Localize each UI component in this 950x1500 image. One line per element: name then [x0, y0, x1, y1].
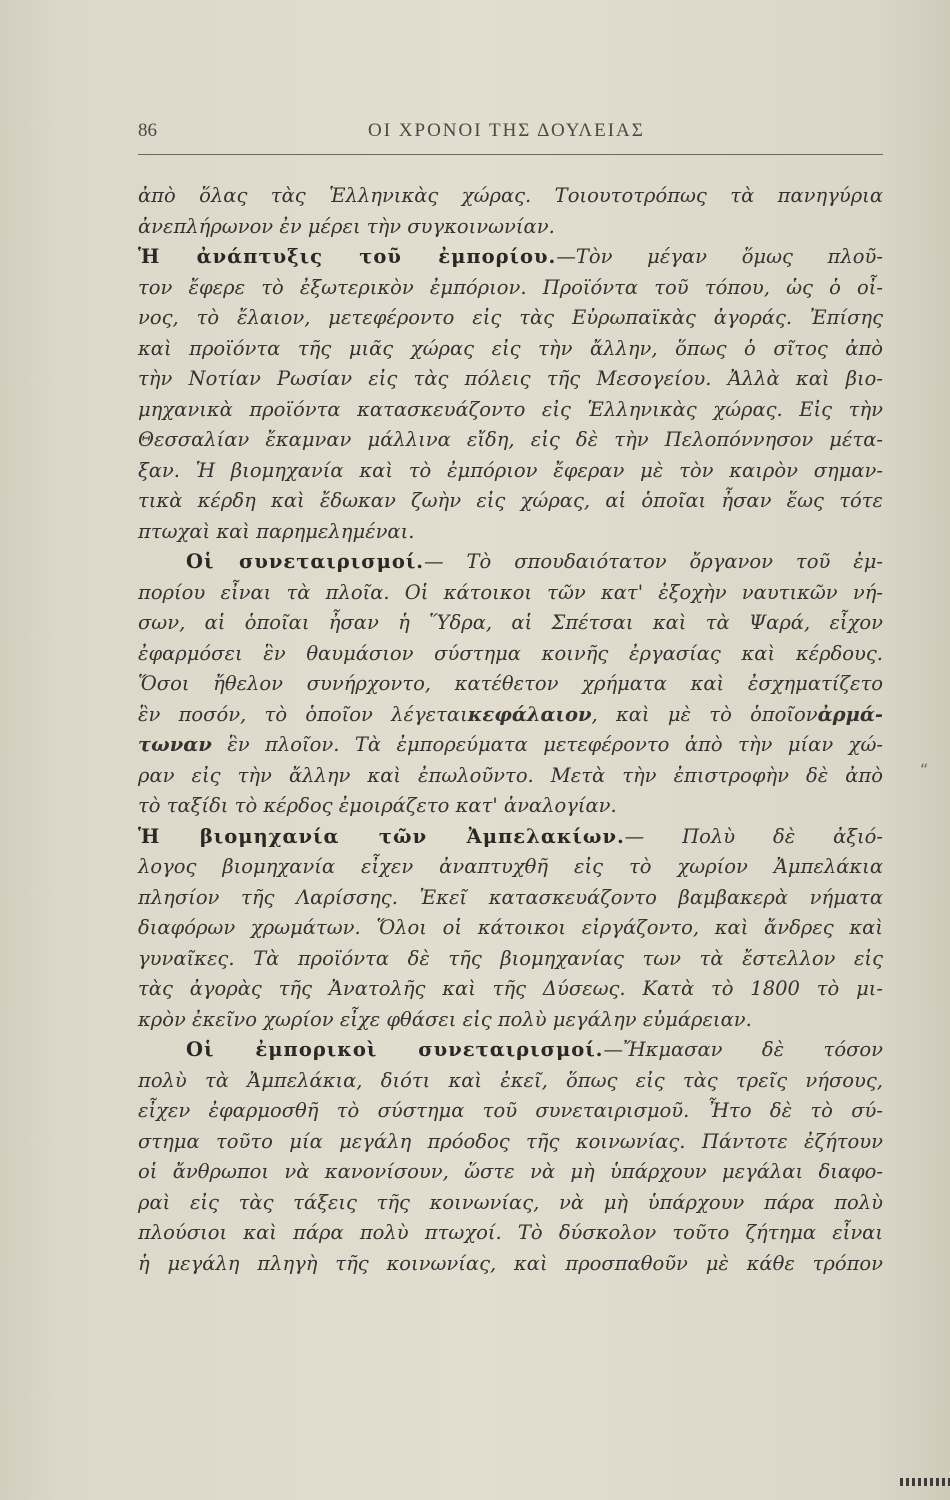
text-line — [138, 608, 883, 639]
margin-mark: “ — [920, 760, 929, 779]
text-span: τὰς ἀγορὰς τῆς Ἀνατολῆς καὶ τῆς Δύσεως. Κατὰ τὸ 1800 τὸ μι- — [138, 977, 883, 1000]
text-span: πτωχαὶ καὶ παρημελημέναι. — [138, 519, 415, 543]
text-line — [138, 486, 883, 517]
text-span: νος, τὸ ἔλαιον, μετεφέροντο εἰς τὰς Εὐρωπαϊκὰς ἀγοράς. Ἐπίσης — [138, 306, 883, 329]
emphasis-term: ἀρμά- — [817, 702, 883, 726]
text-span: εἶχεν ἐφαρμοσθῆ τὸ σύστημα τοῦ συνεταιρισμοῦ. Ἦτο δὲ τὸ σύ- — [138, 1099, 883, 1122]
text-line — [138, 1157, 883, 1188]
text-line — [138, 883, 883, 914]
text-span: τὸ ταξίδι τὸ κέρδος ἐμοιράζετο κατ' ἀναλογίαν. — [138, 794, 617, 817]
text-line — [138, 852, 883, 883]
text-span: σων, αἱ ὁποῖαι ἦσαν ἡ Ὕδρα, αἱ Σπέτσαι καὶ τὰ Ψαρά, εἶχον — [138, 611, 883, 634]
text-line — [138, 578, 883, 609]
text-span: καὶ προϊόντα τῆς μιᾶς χώρας εἰς τὴν ἄλλην, ὅπως ὁ σῖτος ἀπὸ — [138, 336, 883, 360]
page-number: 86 — [138, 120, 157, 141]
text-line — [138, 1005, 883, 1036]
emphasis-term: τωναν — [138, 733, 212, 756]
text-line — [138, 334, 883, 365]
text-line — [138, 395, 883, 426]
text-span: ἐφαρμόσει ἓν θαυμάσιον σύστημα κοινῆς ἐργασίας καὶ κέρδους. — [138, 641, 883, 665]
text-span: τὴν Νοτίαν Ρωσίαν εἰς τὰς πόλεις τῆς Μεσογείου. Ἀλλὰ καὶ βιο- — [138, 367, 883, 390]
text-line — [138, 1218, 883, 1249]
text-line — [138, 273, 883, 304]
page-corner-mark — [900, 1478, 950, 1486]
text-span: κρὸν ἐκεῖνο χωρίον εἶχε φθάσει εἰς πολὺ μεγάλην εὐμάρειαν. — [138, 1007, 752, 1031]
text-line — [138, 791, 883, 822]
text-line — [138, 364, 883, 395]
text-line — [138, 242, 883, 273]
text-span: , καὶ μὲ τὸ ὁποῖον — [591, 702, 818, 726]
text-line — [138, 761, 883, 792]
text-span: —Ἤκμασαν δὲ τόσον — [603, 1038, 883, 1061]
section-heading: Οἱ συνεταιρισμοί. — [186, 550, 425, 573]
text-span: Ὅσοι ἤθελον συνήρχοντο, κατέθετον χρήματα καὶ ἐσχηματίζετο — [138, 672, 883, 695]
text-span: στημα τοῦτο μία μεγάλη πρόοδος τῆς κοινωνίας. Πάντοτε ἐζήτουν — [138, 1129, 883, 1153]
text-line — [138, 730, 883, 761]
emphasis-term: κεφάλαιον — [467, 702, 592, 726]
text-span: τικὰ κέρδη καὶ ἔδωκαν ζωὴν εἰς χώρας, αἱ ὁποῖαι ἦσαν ἕως τότε — [138, 489, 883, 512]
section-heading: Ἡ ἀνάπτυξις τοῦ ἐμπορίου. — [138, 245, 557, 268]
text-span: — Πολὺ δὲ ἀξιό- — [624, 824, 883, 848]
text-line — [138, 1096, 883, 1127]
page-header — [138, 120, 880, 148]
text-line — [138, 1188, 883, 1219]
text-line — [138, 944, 883, 975]
text-span: ἡ μεγάλη πληγὴ τῆς κοινωνίας, καὶ προσπαθοῦν μὲ κάθε τρόπον — [138, 1251, 883, 1275]
text-span: ἀπὸ ὅλας τὰς Ἑλληνικὰς χώρας. Τοιουτοτρόπως τὰ πανηγύρια — [138, 184, 883, 207]
section-heading: Ἡ βιομηχανία τῶν Ἀμπελακίων. — [138, 824, 625, 848]
text-span: ἀνεπλήρωνον ἐν μέρει τὴν συγκοινωνίαν. — [138, 214, 555, 238]
text-span: διαφόρων χρωμάτων. Ὅλοι οἱ κάτοικοι εἰργάζοντο, καὶ ἄνδρες καὶ — [138, 916, 883, 939]
text-span: οἱ ἄνθρωποι νὰ κανονίσουν, ὥστε νὰ μὴ ὑπάρχουν μεγάλαι διαφο- — [138, 1160, 883, 1183]
text-line — [138, 303, 883, 334]
text-span: μηχανικὰ προϊόντα κατασκευάζοντο εἰς Ἑλληνικὰς χώρας. Εἰς τὴν — [138, 397, 883, 421]
text-line — [138, 181, 883, 212]
text-line — [138, 547, 883, 578]
text-span: —Τὸν μέγαν ὅμως πλοῦ- — [556, 245, 883, 268]
text-line — [138, 822, 883, 853]
text-span: ἓν ποσόν, τὸ ὁποῖον λέγεται — [138, 702, 468, 726]
text-line — [138, 1035, 883, 1066]
text-span: πλησίον τῆς Λαρίσσης. Ἐκεῖ κατασκευάζοντο βαμβακερὰ νήματα — [138, 885, 883, 909]
text-line — [138, 669, 883, 700]
text-span: πολὺ τὰ Ἀμπελάκια, διότι καὶ ἐκεῖ, ὅπως εἰς τὰς τρεῖς νήσους, — [138, 1068, 883, 1092]
text-line — [138, 456, 883, 487]
body-text — [138, 181, 883, 1279]
text-span: ἓν πλοῖον. Τὰ ἐμπορεύματα μετεφέροντο ἀπὸ τὴν μίαν χώ- — [211, 733, 883, 756]
text-line — [138, 517, 883, 548]
running-title: ΟΙ ΧΡΟΝΟΙ ΤΗΣ ΔΟΥΛΕΙΑΣ — [368, 120, 645, 141]
text-line — [138, 974, 883, 1005]
text-span: ραὶ εἰς τὰς τάξεις τῆς κοινωνίας, νὰ μὴ ὑπάρχουν πάρα πολὺ — [138, 1190, 883, 1214]
text-span: — Τὸ σπουδαιότατον ὄργανον τοῦ ἐμ- — [424, 550, 883, 573]
text-line — [138, 700, 883, 731]
text-line — [138, 1127, 883, 1158]
text-span: ραν εἰς τὴν ἄλλην καὶ ἐπωλοῦντο. Μετὰ τὴν ἐπιστροφὴν δὲ ἀπὸ — [138, 763, 883, 787]
header-rule — [138, 154, 883, 155]
text-span: ξαν. Ἡ βιομηχανία καὶ τὸ ἐμπόριον ἔφεραν μὲ τὸν καιρὸν σημαν- — [138, 458, 883, 482]
text-line — [138, 425, 883, 456]
text-span: λογος βιομηχανία εἶχεν ἀναπτυχθῆ εἰς τὸ χωρίον Ἀμπελάκια — [138, 855, 883, 878]
text-span: πορίου εἶναι τὰ πλοῖα. Οἱ κάτοικοι τῶν κατ' ἐξοχὴν ναυτικῶν νή- — [138, 580, 883, 604]
text-line — [138, 212, 883, 243]
text-line — [138, 1066, 883, 1097]
text-span: πλούσιοι καὶ πάρα πολὺ πτωχοί. Τὸ δύσκολον τοῦτο ζήτημα εἶναι — [138, 1221, 883, 1244]
text-span: τον ἔφερε τὸ ἐξωτερικὸν ἐμπόριον. Προϊόντα τοῦ τόπου, ὡς ὁ οἶ- — [138, 275, 883, 299]
text-line — [138, 913, 883, 944]
text-line — [138, 1249, 883, 1280]
text-span: γυναῖκες. Τὰ προϊόντα δὲ τῆς βιομηχανίας των τὰ ἔστελλον εἰς — [138, 946, 883, 970]
section-heading: Οἱ ἐμπορικοὶ συνεταιρισμοί. — [186, 1038, 604, 1061]
text-line — [138, 639, 883, 670]
text-span: Θεσσαλίαν ἔκαμναν μάλλινα εἴδη, εἰς δὲ τὴν Πελοπόννησον μέτα- — [138, 428, 883, 451]
